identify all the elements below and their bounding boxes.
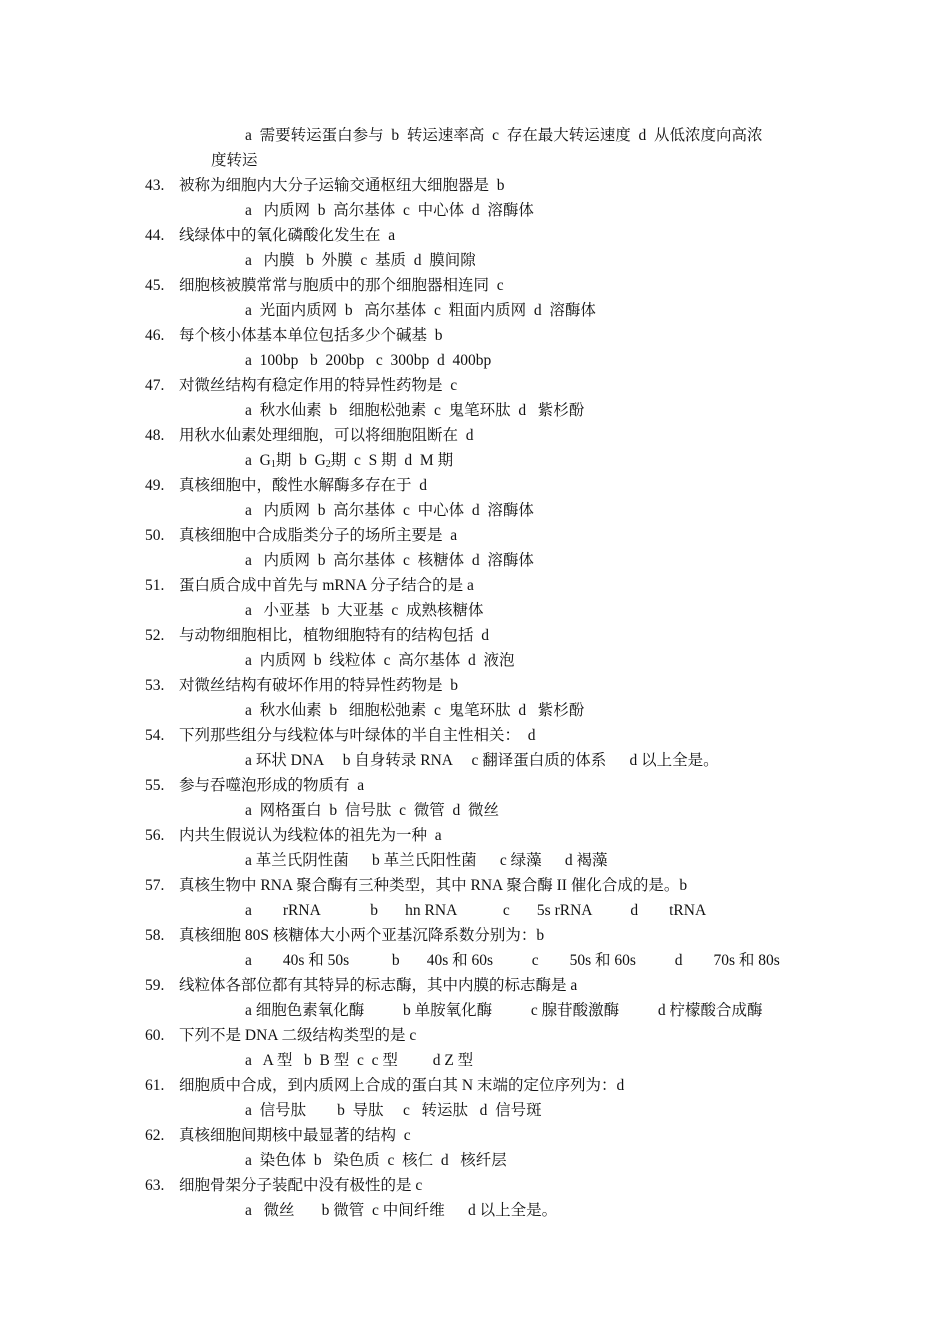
- subscript: 1: [270, 459, 276, 470]
- question-number: 44.: [145, 227, 165, 244]
- question-options: a 光面内质网 b 高尔基体 c 粗面内质网 d 溶酶体: [245, 302, 596, 319]
- question-text: 被称为细胞内大分子运输交通枢纽大细胞器是 b: [179, 177, 505, 194]
- question-text: 用秋水仙素处理细胞，可以将细胞阻断在 d: [179, 427, 474, 444]
- question-text: 线绿体中的氧化磷酸化发生在 a: [179, 227, 396, 244]
- question-text: 对微丝结构有稳定作用的特异性药物是 c: [179, 377, 458, 394]
- question-number: 52.: [145, 627, 165, 644]
- question-number: 48.: [145, 427, 165, 444]
- question-text: 对微丝结构有破坏作用的特异性药物是 b: [179, 677, 459, 694]
- question-options: a 染色体 b 染色质 c 核仁 d 核纤层: [245, 1152, 507, 1169]
- question-options: a 小亚基 b 大亚基 c 成熟核糖体: [245, 602, 484, 619]
- question-options: [245, 451, 453, 475]
- question-number: 51.: [145, 577, 165, 594]
- question-number: 57.: [145, 877, 165, 894]
- intro-options: a 需要转运蛋白参与 b 转运速率高 c 存在最大转运速度 d 从低浓度向高浓: [245, 127, 763, 144]
- subscript: 2: [325, 459, 331, 470]
- option-rest: 期 c S 期 d M 期: [330, 452, 454, 469]
- question-options: a rRNA b hn RNA c 5s rRNA d tRNA: [245, 902, 707, 919]
- question-number: 61.: [145, 1077, 165, 1094]
- question-number: 58.: [145, 927, 165, 944]
- question-options: a 内质网 b 高尔基体 c 中心体 d 溶酶体: [245, 502, 534, 519]
- question-number: 45.: [145, 277, 165, 294]
- question-number: 46.: [145, 327, 165, 344]
- question-options: a 网格蛋白 b 信号肽 c 微管 d 微丝: [245, 802, 500, 819]
- question-number: 54.: [145, 727, 165, 744]
- question-text: 下列不是 DNA 二级结构类型的是 c: [179, 1027, 417, 1044]
- option-a: a G: [245, 452, 271, 469]
- question-text: 参与吞噬泡形成的物质有 a: [179, 777, 365, 794]
- question-options: a 环状 DNA b 自身转录 RNA c 翻译蛋白质的体系 d 以上全是。: [245, 752, 719, 769]
- question-number: 53.: [145, 677, 165, 694]
- question-text: 内共生假说认为线粒体的祖先为一种 a: [179, 827, 442, 844]
- question-options: a 100bp b 200bp c 300bp d 400bp: [245, 352, 492, 369]
- question-options: a 细胞色素氧化酶 b 单胺氧化酶 c 腺苷酸激酶 d 柠檬酸合成酶: [245, 1002, 763, 1019]
- question-number: 60.: [145, 1027, 165, 1044]
- question-text: 细胞核被膜常常与胞质中的那个细胞器相连同 c: [179, 277, 504, 294]
- question-options: a 内质网 b 线粒体 c 高尔基体 d 液泡: [245, 652, 515, 669]
- question-text: 与动物细胞相比，植物细胞特有的结构包括 d: [179, 627, 490, 644]
- question-options: a 秋水仙素 b 细胞松弛素 c 鬼笔环肽 d 紫杉酚: [245, 402, 585, 419]
- question-number: 63.: [145, 1177, 165, 1194]
- question-number: 56.: [145, 827, 165, 844]
- question-number: 43.: [145, 177, 165, 194]
- option-b: 期 b G: [275, 452, 326, 469]
- question-options: a 内质网 b 高尔基体 c 核糖体 d 溶酶体: [245, 552, 534, 569]
- question-number: 49.: [145, 477, 165, 494]
- intro-continuation: 度转运: [211, 152, 258, 169]
- question-options: a 微丝 b 微管 c 中间纤维 d 以上全是。: [245, 1202, 558, 1219]
- question-options: a 信号肽 b 导肽 c 转运肽 d 信号斑: [245, 1102, 542, 1119]
- question-options: a 内膜 b 外膜 c 基质 d 膜间隙: [245, 252, 476, 269]
- question-options: a 革兰氏阴性菌 b 革兰氏阳性菌 c 绿藻 d 褐藻: [245, 852, 608, 869]
- question-number: 47.: [145, 377, 165, 394]
- question-options: a A 型 b B 型 c c 型 d Z 型: [245, 1052, 474, 1069]
- question-text: 线粒体各部位都有其特异的标志酶，其中内膜的标志酶是 a: [179, 977, 578, 994]
- question-text: 细胞骨架分子装配中没有极性的是 c: [179, 1177, 423, 1194]
- question-text: 真核细胞中合成脂类分子的场所主要是 a: [179, 527, 458, 544]
- question-text: 真核细胞间期核中最显著的结构 c: [179, 1127, 411, 1144]
- question-text: 真核生物中 RNA 聚合酶有三种类型，其中 RNA 聚合酶 II 催化合成的是。b: [179, 877, 688, 894]
- question-number: 50.: [145, 527, 165, 544]
- question-number: 55.: [145, 777, 165, 794]
- question-text: 细胞质中合成，到内质网上合成的蛋白其 N 末端的定位序列为：d: [179, 1077, 625, 1094]
- question-options: a 40s 和 50s b 40s 和 60s c 50s 和 60s d 70s 和 80s: [245, 952, 780, 969]
- question-number: 62.: [145, 1127, 165, 1144]
- question-options: a 秋水仙素 b 细胞松弛素 c 鬼笔环肽 d 紫杉酚: [245, 702, 585, 719]
- question-text: 下列那些组分与线粒体与叶绿体的半自主性相关： d: [179, 727, 536, 744]
- question-options: a 内质网 b 高尔基体 c 中心体 d 溶酶体: [245, 202, 534, 219]
- question-number: 59.: [145, 977, 165, 994]
- question-text: 每个核小体基本单位包括多少个碱基 b: [179, 327, 443, 344]
- question-text: 真核细胞中，酸性水解酶多存在于 d: [179, 477, 428, 494]
- question-text: 蛋白质合成中首先与 mRNA 分子结合的是 a: [179, 577, 474, 594]
- question-text: 真核细胞 80S 核糖体大小两个亚基沉降系数分别为：b: [179, 927, 545, 944]
